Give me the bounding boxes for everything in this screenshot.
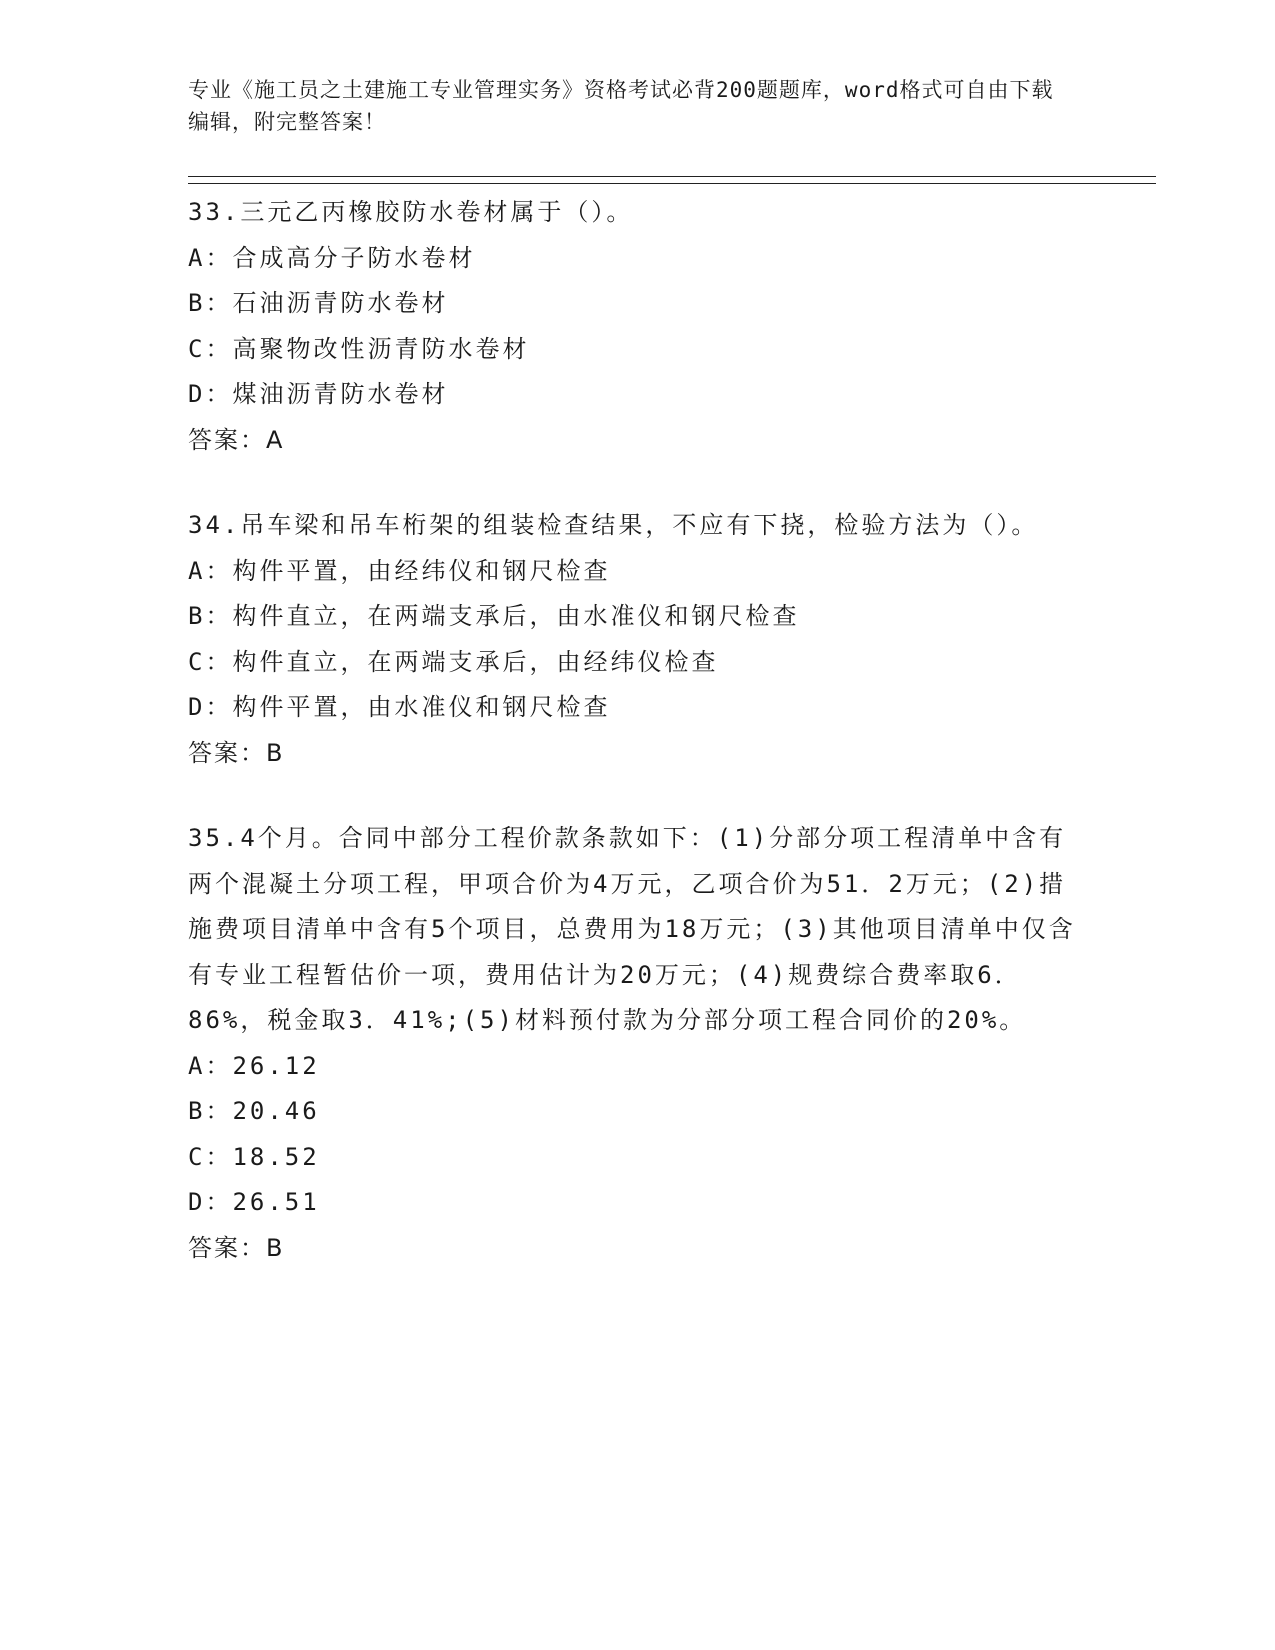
question-list: [188, 190, 1088, 1311]
answer: 答案：B: [188, 1233, 285, 1262]
header-divider-top: [188, 176, 1156, 177]
option-b: B：构件直立，在两端支承后，由水准仪和钢尺检查: [188, 602, 800, 630]
question-stem: 35.4个月。合同中部分工程价款条款如下：(1)分部分项工程清单中含有两个混凝土分项工程，甲项合价为4万元，乙项合价为51．2万元；(2)措施费项目清单中含有5个项目，总费用为18万元；(3)其他项目清单中仅含有专业工程暂估价一项，费用估计为20万元；(4)规费综合费率取6．86%，税金取3．41%;(5)材料预付款为分部分项工程合同价的20%。: [188, 824, 1076, 1034]
answer: 答案：A: [188, 425, 285, 454]
option-d: D：26.51: [188, 1188, 320, 1216]
question-35: [188, 816, 1088, 1271]
option-a: A：构件平置，由经纬仪和钢尺检查: [188, 556, 611, 585]
option-b: B：20.46: [188, 1097, 320, 1125]
answer: 答案：B: [188, 738, 285, 767]
option-b: B：石油沥青防水卷材: [188, 289, 449, 317]
question-stem: 34.吊车梁和吊车桁架的组装检查结果，不应有下挠，检验方法为（）。: [188, 511, 1039, 539]
option-c: C：高聚物改性沥青防水卷材: [188, 334, 530, 363]
option-a: A：合成高分子防水卷材: [188, 243, 476, 272]
header-divider-bottom: [188, 183, 1156, 184]
option-d: D：煤油沥青防水卷材: [188, 380, 449, 408]
option-c: C：构件直立，在两端支承后，由经纬仪检查: [188, 647, 719, 676]
option-a: A：26.12: [188, 1051, 320, 1080]
document-header: 专业《施工员之土建施工专业管理实务》资格考试必背200题题库，word格式可自由下载编辑，附完整答案！: [188, 78, 1054, 134]
question-33: [188, 190, 1088, 463]
question-stem: 33.三元乙丙橡胶防水卷材属于（）。: [188, 198, 634, 226]
question-34: [188, 503, 1088, 776]
option-d: D：构件平置，由水准仪和钢尺检查: [188, 693, 611, 721]
option-c: C：18.52: [188, 1142, 320, 1171]
